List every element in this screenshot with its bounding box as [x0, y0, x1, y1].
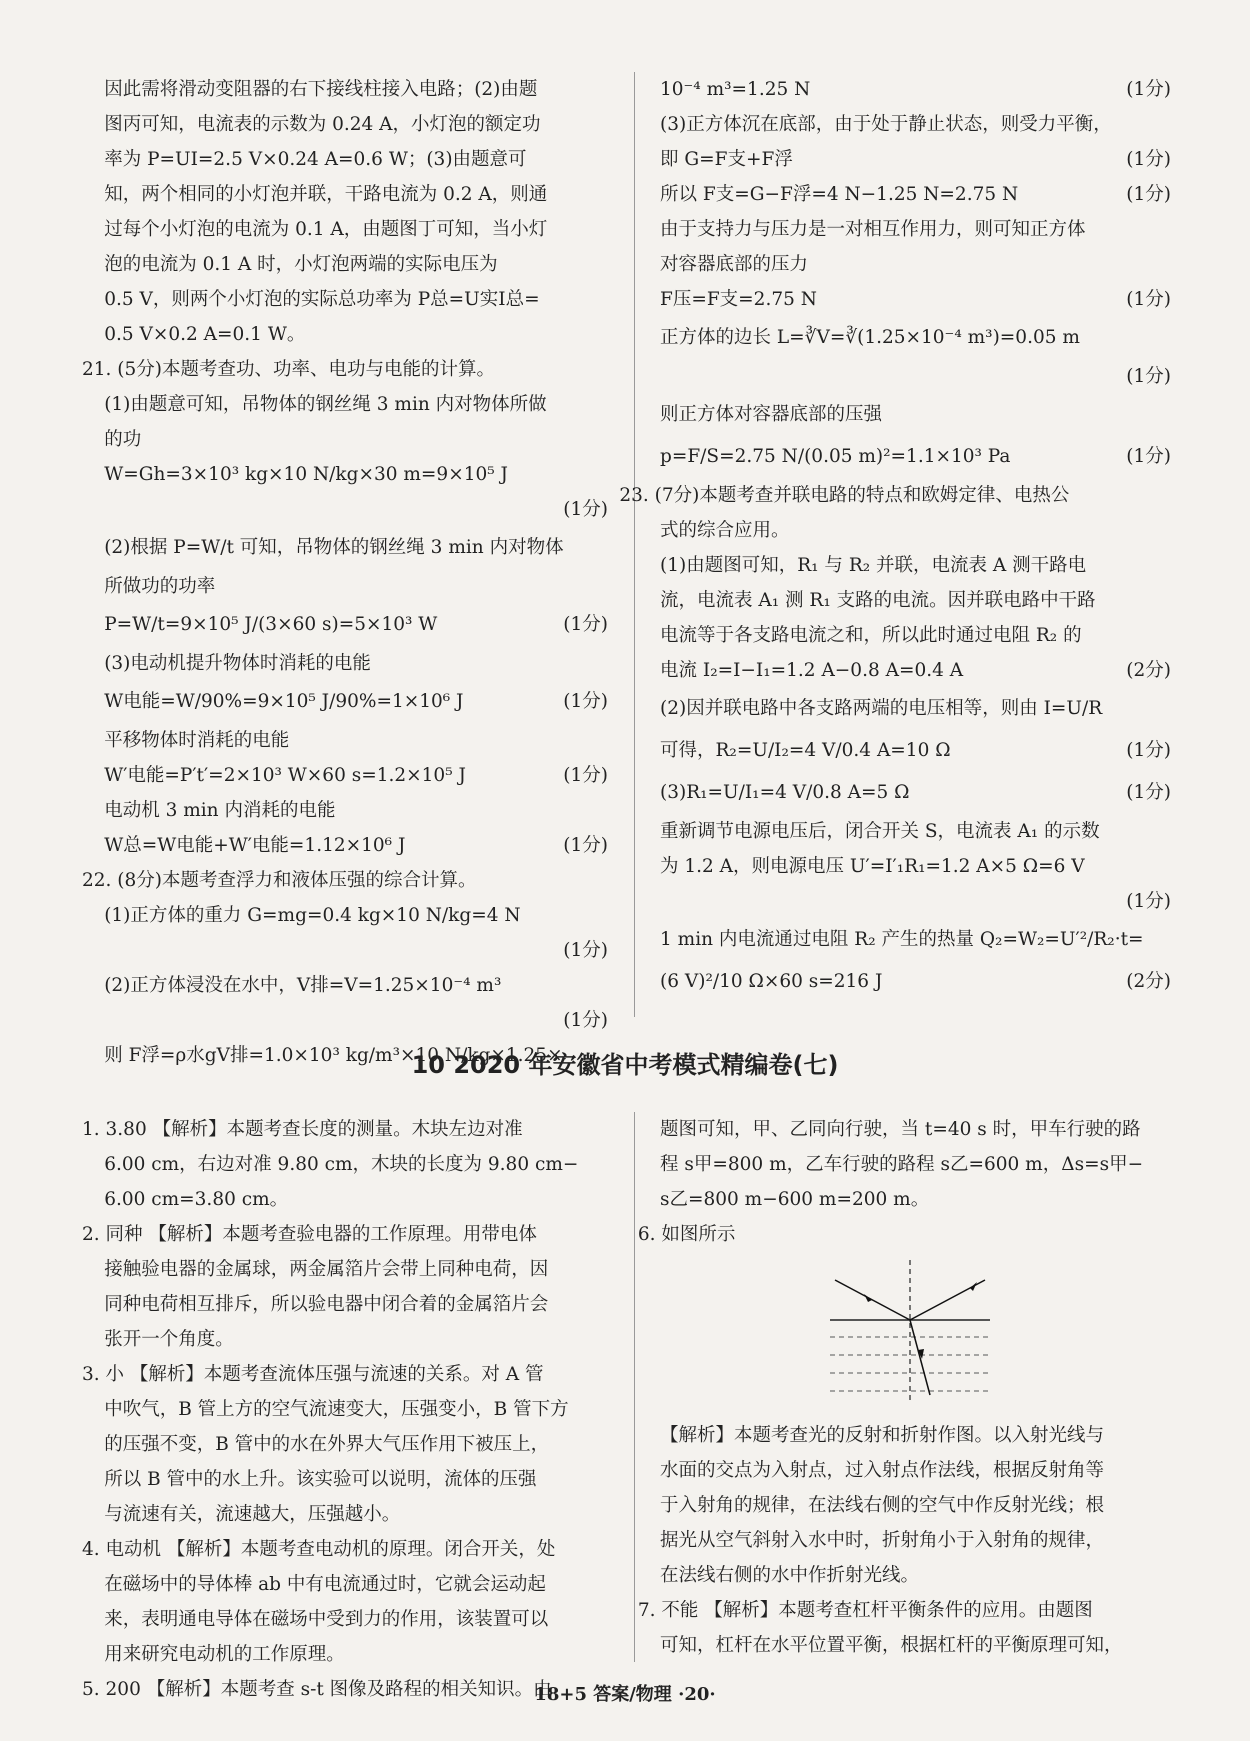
- score: (1分): [563, 940, 608, 961]
- answer-line: 程 s甲=800 m，乙车行驶的路程 s乙=600 m，Δs=s甲−: [660, 1154, 1144, 1175]
- formula-row: [660, 961, 1175, 1003]
- section-title: 10 2020 年安徽省中考模式精编卷(七): [411, 1051, 839, 1079]
- top-right-column: [619, 72, 1175, 1003]
- formula: 即 G=F支+F浮: [660, 149, 793, 170]
- answer-line: 同种电荷相互排斥，所以验电器中闭合着的金属箔片会: [104, 1294, 549, 1315]
- text-line: 过每个小灯泡的电流为 0.1 A，由题图丁可知，当小灯: [104, 219, 548, 240]
- score: (1分): [1126, 891, 1171, 912]
- score: (1分): [563, 1010, 608, 1031]
- text-line: (2)根据 P=W/t 可知，吊物体的钢丝绳 3 min 内对物体: [104, 537, 564, 558]
- answer-line: 中吹气，B 管上方的空气流速变大，压强变小，B 管下方: [104, 1399, 569, 1420]
- text-line: 知，两个相同的小灯泡并联，干路电流为 0.2 A，则通: [104, 184, 548, 205]
- formula-line: (2)正方体浸没在水中，V排=V=1.25×10⁻⁴ m³: [104, 975, 502, 996]
- formula: p=F/S=2.75 N/(0.05 m)²=1.1×10³ Pa: [660, 446, 1011, 467]
- text-line: 的功: [104, 429, 142, 450]
- score: (2分): [1126, 971, 1171, 992]
- question-heading: 21. (5分)本题考查功、功率、电功与电能的计算。: [82, 359, 496, 380]
- reflected-arrow: [970, 1282, 977, 1291]
- score: (1分): [1126, 149, 1171, 170]
- text-line: 0.5 V，则两个小灯泡的实际总功率为 P总=U实I总=: [104, 289, 540, 310]
- score: (1分): [1126, 446, 1171, 467]
- text-line: 因此需将滑动变阻器的右下接线柱接入电路；(2)由题: [104, 79, 538, 100]
- answer-line: s乙=800 m−600 m=200 m。: [660, 1189, 930, 1210]
- text-line: (2)因并联电路中各支路两端的电压相等，则由 I=U/R: [660, 698, 1103, 719]
- formula-line: 则 F浮=ρ水gV排=1.0×10³ kg/m³×10 N/kg×1.25×: [104, 1045, 563, 1066]
- formula: (3)R₁=U/I₁=4 V/0.8 A=5 Ω: [660, 782, 910, 803]
- formula-row: [660, 72, 1175, 107]
- score: (2分): [1126, 660, 1171, 681]
- incident-arrow: [864, 1294, 872, 1302]
- answer-line: 水面的交点为入射点，过入射点作法线，根据反射角等: [660, 1460, 1105, 1481]
- text-line: 式的综合应用。: [660, 520, 790, 541]
- answer-line: 题图可知，甲、乙同向行驶，当 t=40 s 时，甲车行驶的路: [660, 1119, 1141, 1140]
- formula-line: 1 min 内电流通过电阻 R₂ 产生的热量 Q₂=W₂=U′²/R₂·t=: [660, 929, 1144, 950]
- answer-line: 1. 3.80 【解析】本题考查长度的测量。木块左边对准: [82, 1119, 523, 1140]
- text-line: 所做功的功率: [104, 576, 216, 597]
- answer-line: 6. 如图所示: [637, 1224, 736, 1245]
- question-heading: 22. (8分)本题考查浮力和液体压强的综合计算。: [82, 870, 477, 891]
- text-line: 0.5 V×0.2 A=0.1 W。: [104, 324, 306, 345]
- answer-line: 【解析】本题考查光的反射和折射作图。以入射光线与: [660, 1425, 1105, 1446]
- text-line: 图丙可知，电流表的示数为 0.24 A，小灯泡的额定功: [104, 114, 541, 135]
- incident-ray: [835, 1280, 910, 1320]
- score: (1分): [563, 835, 608, 856]
- formula: W′电能=P′t′=2×10³ W×60 s=1.2×10⁵ J: [104, 765, 466, 786]
- score: (1分): [563, 765, 608, 786]
- text-line: 平移物体时消耗的电能: [104, 730, 290, 751]
- formula-row: [82, 828, 612, 863]
- score: (1分): [1126, 740, 1171, 761]
- formula-row: [660, 772, 1175, 814]
- score: (1分): [1126, 79, 1171, 100]
- text-line: 电流等于各支路电流之和，所以此时通过电阻 R₂ 的: [660, 625, 1082, 646]
- formula-row: [82, 604, 612, 646]
- text-line: (3)电动机提升物体时消耗的电能: [104, 653, 371, 674]
- answer-line: 据光从空气斜射入水中时，折射角小于入射角的规律，: [660, 1530, 1105, 1551]
- text-line: 则正方体对容器底部的压强: [660, 404, 883, 425]
- formula-row: [82, 758, 612, 793]
- score: (1分): [1126, 289, 1171, 310]
- text-line: (1)由题意可知，吊物体的钢丝绳 3 min 内对物体所做: [104, 394, 547, 415]
- column-divider: [634, 1112, 635, 1662]
- text-line: 电动机 3 min 内消耗的电能: [104, 800, 336, 821]
- formula-line: 正方体的边长 L=∛V=∛(1.25×10⁻⁴ m³)=0.05 m: [660, 327, 1080, 348]
- formula-row: [660, 282, 1175, 317]
- answer-line: 来，表明通电导体在磁场中受到力的作用，该装置可以: [104, 1609, 549, 1630]
- text-line: 泡的电流为 0.1 A 时，小灯泡两端的实际电压为: [104, 254, 498, 275]
- formula-row: [82, 681, 612, 723]
- formula: 可得，R₂=U/I₂=4 V/0.4 A=10 Ω: [660, 740, 951, 761]
- question-heading: 23. (7分)本题考查并联电路的特点和欧姆定律、电热公: [619, 485, 1070, 506]
- text-line: (1)由题图可知，R₁ 与 R₂ 并联，电流表 A 测干路电: [660, 555, 1087, 576]
- text-line: 率为 P=UI=2.5 V×0.24 A=0.6 W；(3)由题意可: [104, 149, 527, 170]
- formula: W电能=W/90%=9×10⁵ J/90%=1×10⁶ J: [104, 691, 464, 712]
- text-line: 流，电流表 A₁ 测 R₁ 支路的电流。因并联电路中干路: [660, 590, 1096, 611]
- formula: W总=W电能+W′电能=1.12×10⁶ J: [104, 835, 406, 856]
- top-left-column: [82, 72, 612, 1073]
- answer-line: 所以 B 管中的水上升。该实验可以说明，流体的压强: [104, 1469, 537, 1490]
- formula: 所以 F支=G−F浮=4 N−1.25 N=2.75 N: [660, 184, 1019, 205]
- text-line: 为 1.2 A，则电源电压 U′=I′₁R₁=1.2 A×5 Ω=6 V: [660, 856, 1085, 877]
- formula-row: [660, 142, 1175, 177]
- answer-line: 6.00 cm，右边对准 9.80 cm，木块的长度为 9.80 cm−: [104, 1154, 579, 1175]
- text-line: 对容器底部的压力: [660, 254, 809, 275]
- score: (1分): [563, 614, 608, 635]
- formula-row: [660, 730, 1175, 772]
- formula-row: [660, 436, 1175, 478]
- score: (1分): [1126, 782, 1171, 803]
- formula: F压=F支=2.75 N: [660, 289, 817, 310]
- answer-line: 可知，杠杆在水平位置平衡，根据杠杆的平衡原理可知，: [660, 1635, 1123, 1656]
- reflection-refraction-diagram: [830, 1260, 990, 1400]
- formula-line: W=Gh=3×10³ kg×10 N/kg×30 m=9×10⁵ J: [104, 464, 508, 485]
- answer-line: 的压强不变，B 管中的水在外界大气压作用下被压上，: [104, 1434, 550, 1455]
- refracted-ray: [910, 1320, 930, 1395]
- score: (1分): [563, 691, 608, 712]
- score: (1分): [1126, 184, 1171, 205]
- answer-line: 2. 同种 【解析】本题考查验电器的工作原理。用带电体: [82, 1224, 537, 1245]
- answer-line: 用来研究电动机的工作原理。: [104, 1644, 345, 1665]
- formula-row: [660, 653, 1175, 688]
- formula: 电流 I₂=I−I₁=1.2 A−0.8 A=0.4 A: [660, 660, 964, 681]
- bottom-right-column: [637, 1112, 1180, 1663]
- score: (1分): [1126, 366, 1171, 387]
- answer-line: 7. 不能 【解析】本题考查杠杆平衡条件的应用。由题图: [637, 1600, 1093, 1621]
- formula: P=W/t=9×10⁵ J/(3×60 s)=5×10³ W: [104, 614, 438, 635]
- text-line: 由于支持力与压力是一对相互作用力，则可知正方体: [660, 219, 1086, 240]
- answer-line: 与流速有关，流速越大，压强越小。: [104, 1504, 401, 1525]
- formula: 10⁻⁴ m³=1.25 N: [660, 79, 811, 100]
- answer-line: 在磁场中的导体棒 ab 中有电流通过时，它就会运动起: [104, 1574, 546, 1595]
- page-footer: 18+5 答案/物理 ·20·: [534, 1684, 716, 1705]
- answer-line: 5. 200 【解析】本题考查 s-t 图像及路程的相关知识。由: [82, 1679, 552, 1700]
- score: (1分): [563, 499, 608, 520]
- formula: (6 V)²/10 Ω×60 s=216 J: [660, 971, 883, 992]
- answer-line: 接触验电器的金属球，两金属箔片会带上同种电荷，因: [104, 1259, 549, 1280]
- formula-line: (1)正方体的重力 G=mg=0.4 kg×10 N/kg=4 N: [104, 905, 521, 926]
- text-line: (3)正方体沉在底部，由于处于静止状态，则受力平衡，: [660, 114, 1112, 135]
- column-divider: [634, 72, 635, 1017]
- answer-line: 在法线右侧的水中作折射光线。: [660, 1565, 920, 1586]
- answer-line: 张开一个角度。: [104, 1329, 234, 1350]
- formula-row: [660, 177, 1175, 212]
- text-line: 重新调节电源电压后，闭合开关 S，电流表 A₁ 的示数: [660, 821, 1100, 842]
- answer-line: 于入射角的规律，在法线右侧的空气中作反射光线；根: [660, 1495, 1105, 1516]
- answer-line: 3. 小 【解析】本题考查流体压强与流速的关系。对 A 管: [82, 1364, 544, 1385]
- answer-line: 6.00 cm=3.80 cm。: [104, 1189, 289, 1210]
- bottom-left-column: [82, 1112, 622, 1707]
- answer-line: 4. 电动机 【解析】本题考查电动机的原理。闭合开关，处: [82, 1539, 556, 1560]
